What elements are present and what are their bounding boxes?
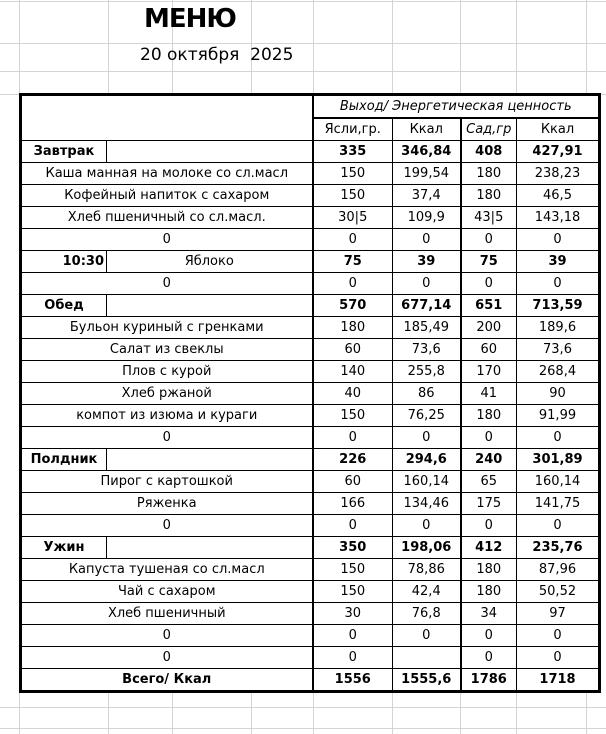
header-blank-cell (21, 95, 313, 141)
meal-row (21, 537, 600, 559)
dish-name: Кофейный напиток с сахаром (21, 185, 313, 207)
meal-total-cell: 301,89 (517, 449, 600, 471)
meal-total-cell: 408 (461, 141, 517, 163)
dish-name: Каша манная на молоке со сл.масл (21, 163, 313, 185)
dish-row (21, 207, 600, 229)
dish-value-cell: 143,18 (517, 207, 600, 229)
dish-value-cell: 0 (393, 229, 461, 251)
total-value-cell: 1555,6 (393, 669, 461, 692)
group-header: Выход/ Энергетическая ценность (313, 95, 600, 119)
dish-value-cell: 109,9 (393, 207, 461, 229)
dish-row (21, 185, 600, 207)
dish-row (21, 581, 600, 603)
dish-value-cell: 34 (461, 603, 517, 625)
meal-row (21, 141, 600, 163)
dish-row (21, 471, 600, 493)
dish-value-cell: 65 (461, 471, 517, 493)
dish-value-cell: 0 (461, 427, 517, 449)
dish-value-cell: 0 (517, 515, 600, 537)
dish-value-cell: 0 (461, 647, 517, 669)
column-header: Ккал (517, 118, 600, 141)
dish-value-cell: 0 (393, 625, 461, 647)
dish-value-cell: 97 (517, 603, 600, 625)
dish-value-cell: 180 (461, 559, 517, 581)
dish-value-cell: 0 (517, 427, 600, 449)
meal-name: Завтрак (21, 141, 107, 163)
meal-total-cell: 240 (461, 449, 517, 471)
meal-name: Полдник (21, 449, 107, 471)
dish-name: Капуста тушеная со сл.масл (21, 559, 313, 581)
snack-item: Яблоко (107, 251, 313, 273)
total-value-cell: 1786 (461, 669, 517, 692)
dish-row (21, 493, 600, 515)
meal-total-cell: 713,59 (517, 295, 600, 317)
meal-total-cell: 346,84 (393, 141, 461, 163)
dish-name: Хлеб ржаной (21, 383, 313, 405)
dish-value-cell: 0 (313, 515, 393, 537)
dish-name: Бульон куриный с гренками (21, 317, 313, 339)
meal-name: Ужин (21, 537, 107, 559)
meal-total-cell: 75 (461, 251, 517, 273)
dish-row (21, 339, 600, 361)
dish-value-cell: 0 (517, 229, 600, 251)
dish-name: Плов с курой (21, 361, 313, 383)
meal-total-cell: 335 (313, 141, 393, 163)
dish-value-cell: 87,96 (517, 559, 600, 581)
dish-value-cell: 76,25 (393, 405, 461, 427)
meal-total-cell: 570 (313, 295, 393, 317)
dish-value-cell: 78,86 (393, 559, 461, 581)
dish-value-cell: 134,46 (393, 493, 461, 515)
dish-value-cell: 150 (313, 559, 393, 581)
dish-value-cell: 268,4 (517, 361, 600, 383)
meal-name-spacer (107, 449, 313, 471)
total-value-cell: 1718 (517, 669, 600, 692)
dish-row (21, 361, 600, 383)
dish-value-cell: 76,8 (393, 603, 461, 625)
page-title: МЕНЮ (144, 4, 236, 34)
meal-row (21, 251, 600, 273)
dish-value-cell: 90 (517, 383, 600, 405)
dish-value-cell: 0 (517, 625, 600, 647)
dish-value-cell: 30 (313, 603, 393, 625)
dish-name: 0 (21, 427, 313, 449)
dish-value-cell: 141,75 (517, 493, 600, 515)
column-header: Ккал (393, 118, 461, 141)
dish-row (21, 317, 600, 339)
dish-value-cell: 50,52 (517, 581, 600, 603)
dish-row (21, 647, 600, 669)
meal-total-cell: 75 (313, 251, 393, 273)
dish-name: 0 (21, 647, 313, 669)
dish-value-cell: 73,6 (393, 339, 461, 361)
dish-row (21, 383, 600, 405)
dish-name: Хлеб пшеничный со сл.масл. (21, 207, 313, 229)
dish-name: 0 (21, 229, 313, 251)
dish-value-cell: 170 (461, 361, 517, 383)
dish-value-cell: 43|5 (461, 207, 517, 229)
meal-total-cell: 350 (313, 537, 393, 559)
meal-name: Обед (21, 295, 107, 317)
column-header: Сад,гр (461, 118, 517, 141)
dish-value-cell: 40 (313, 383, 393, 405)
dish-value-cell: 0 (393, 515, 461, 537)
dish-row (21, 427, 600, 449)
dish-value-cell: 150 (313, 581, 393, 603)
dish-value-cell: 238,23 (517, 163, 600, 185)
dish-row (21, 163, 600, 185)
dish-value-cell: 0 (517, 647, 600, 669)
total-row (21, 669, 600, 692)
dish-value-cell: 46,5 (517, 185, 600, 207)
dish-value-cell: 180 (313, 317, 393, 339)
dish-name: Салат из свеклы (21, 339, 313, 361)
meal-total-cell: 651 (461, 295, 517, 317)
dish-value-cell: 150 (313, 185, 393, 207)
dish-name: Пирог с картошкой (21, 471, 313, 493)
dish-value-cell: 185,49 (393, 317, 461, 339)
dish-value-cell: 180 (461, 185, 517, 207)
dish-value-cell: 180 (461, 581, 517, 603)
dish-value-cell: 180 (461, 405, 517, 427)
dish-value-cell: 0 (517, 273, 600, 295)
menu-date: 20 октября 2025 (140, 45, 294, 65)
dish-value-cell: 30|5 (313, 207, 393, 229)
dish-value-cell: 0 (461, 273, 517, 295)
meal-name-spacer (107, 295, 313, 317)
meal-total-cell: 412 (461, 537, 517, 559)
dish-value-cell: 166 (313, 493, 393, 515)
dish-value-cell: 0 (393, 427, 461, 449)
meal-total-cell: 198,06 (393, 537, 461, 559)
meal-name-spacer (107, 537, 313, 559)
meal-row (21, 295, 600, 317)
dish-value-cell: 0 (313, 273, 393, 295)
meal-total-cell: 39 (393, 251, 461, 273)
dish-value-cell: 86 (393, 383, 461, 405)
meal-total-cell: 226 (313, 449, 393, 471)
dish-value-cell: 0 (313, 647, 393, 669)
dish-row (21, 229, 600, 251)
meal-name-spacer (107, 141, 313, 163)
dish-name: Ряженка (21, 493, 313, 515)
dish-value-cell: 60 (313, 339, 393, 361)
dish-name: 0 (21, 625, 313, 647)
dish-value-cell: 160,14 (517, 471, 600, 493)
meal-total-cell: 235,76 (517, 537, 600, 559)
dish-row (21, 273, 600, 295)
total-label: Всего/ Ккал (21, 669, 313, 692)
dish-name: 0 (21, 515, 313, 537)
dish-value-cell: 0 (393, 273, 461, 295)
dish-value-cell: 199,54 (393, 163, 461, 185)
dish-value-cell: 189,6 (517, 317, 600, 339)
dish-value-cell (393, 647, 461, 669)
dish-value-cell: 200 (461, 317, 517, 339)
dish-name: Чай с сахаром (21, 581, 313, 603)
snack-time: 10:30 (21, 251, 107, 273)
dish-value-cell: 160,14 (393, 471, 461, 493)
meal-total-cell: 39 (517, 251, 600, 273)
meal-row (21, 449, 600, 471)
meal-total-cell: 677,14 (393, 295, 461, 317)
total-value-cell: 1556 (313, 669, 393, 692)
dish-value-cell: 37,4 (393, 185, 461, 207)
dish-value-cell: 150 (313, 405, 393, 427)
dish-value-cell: 140 (313, 361, 393, 383)
dish-row (21, 515, 600, 537)
dish-row (21, 603, 600, 625)
dish-value-cell: 0 (313, 427, 393, 449)
dish-value-cell: 0 (461, 515, 517, 537)
dish-value-cell: 0 (461, 229, 517, 251)
dish-value-cell: 0 (313, 229, 393, 251)
header-row-group (21, 95, 600, 119)
dish-value-cell: 0 (313, 625, 393, 647)
meal-total-cell: 427,91 (517, 141, 600, 163)
dish-row (21, 625, 600, 647)
dish-name: компот из изюма и кураги (21, 405, 313, 427)
dish-value-cell: 180 (461, 163, 517, 185)
dish-value-cell: 60 (313, 471, 393, 493)
dish-name: Хлеб пшеничный (21, 603, 313, 625)
dish-name: 0 (21, 273, 313, 295)
dish-value-cell: 255,8 (393, 361, 461, 383)
meal-total-cell: 294,6 (393, 449, 461, 471)
dish-value-cell: 91,99 (517, 405, 600, 427)
dish-value-cell: 175 (461, 493, 517, 515)
column-header: Ясли,гр. (313, 118, 393, 141)
dish-value-cell: 60 (461, 339, 517, 361)
dish-row (21, 559, 600, 581)
dish-value-cell: 150 (313, 163, 393, 185)
dish-value-cell: 41 (461, 383, 517, 405)
dish-value-cell: 0 (461, 625, 517, 647)
dish-value-cell: 73,6 (517, 339, 600, 361)
dish-value-cell: 42,4 (393, 581, 461, 603)
menu-table (19, 93, 601, 693)
dish-row (21, 405, 600, 427)
